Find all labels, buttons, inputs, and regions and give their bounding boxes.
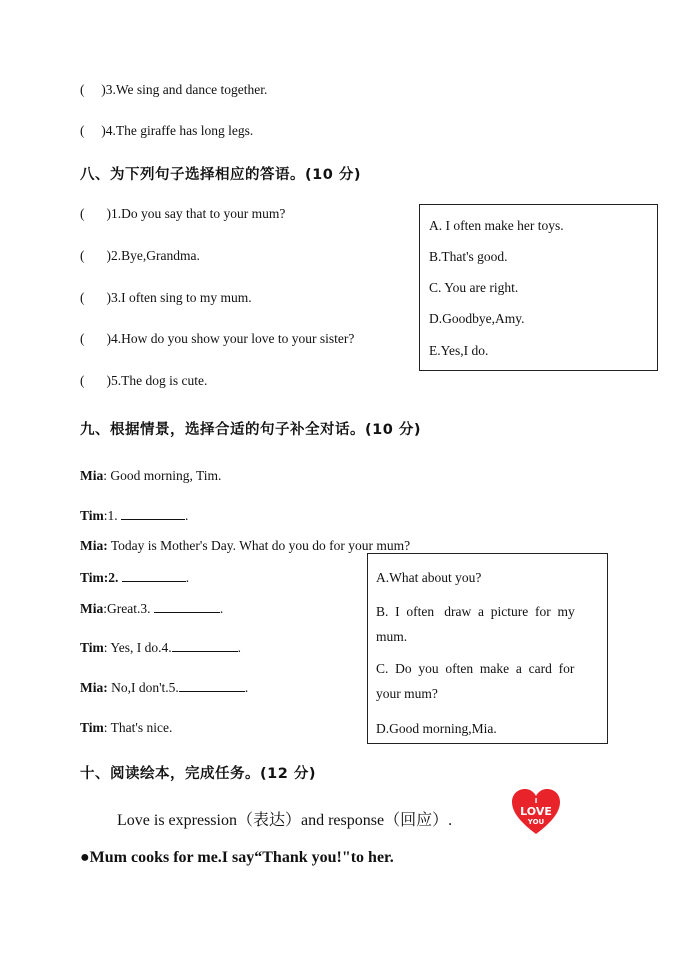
dialogue-text: 1. <box>107 508 122 523</box>
option-e: E.Yes,I do. <box>429 343 489 358</box>
paren-open: ( <box>80 331 85 346</box>
answer-blank[interactable] <box>154 600 220 613</box>
answer-blank[interactable] <box>172 639 238 652</box>
speaker: Tim:2. <box>80 570 119 585</box>
paren-open: ( <box>80 290 85 305</box>
option-b: B.That's good. <box>429 249 508 264</box>
story-line-1 <box>80 849 394 867</box>
dialogue-line-8 <box>80 720 172 736</box>
item-7-3 <box>80 82 267 98</box>
question-text: )2.Bye,Grandma. <box>106 248 200 263</box>
question-text: )4.How do you show your love to your sister? <box>106 331 355 346</box>
separator: : <box>103 720 108 735</box>
item-7-4 <box>80 123 253 139</box>
paren-open: ( <box>80 373 85 388</box>
speaker: Mia: <box>80 538 108 553</box>
question-8-2 <box>80 248 200 264</box>
option-c-line1: C. Do you often make a card for <box>376 661 575 676</box>
option-b-line2: mum. <box>376 629 408 644</box>
question-8-3 <box>80 290 252 306</box>
dialogue-text: That's nice. <box>107 720 173 735</box>
paren-open: ( <box>80 82 85 97</box>
item-text: )4.The giraffe has long legs. <box>101 123 254 138</box>
separator: : <box>103 640 108 655</box>
dialogue-text: Good morning, Tim. <box>107 468 222 483</box>
dialogue-line-2: Tim:1. . <box>80 508 189 523</box>
separator: : <box>103 468 108 483</box>
separator: : <box>103 601 108 616</box>
heart-text-i: I <box>534 797 538 805</box>
speaker: Tim <box>80 720 104 735</box>
option-d: D.Goodbye,Amy. <box>429 311 525 326</box>
dialogue-text: Yes, I do.4. <box>107 640 172 655</box>
option-b-line1: B. I often draw a picture for my <box>376 604 575 619</box>
dialogue-text: Today is Mother's Day. What do you do for your mum? <box>107 538 411 553</box>
intro-sentence: Love is expression（表达）and response（回应）. <box>117 812 453 829</box>
option-c-line2: your mum? <box>376 686 438 701</box>
heart-text-love: LOVE <box>520 805 552 818</box>
answer-blank[interactable] <box>122 569 186 582</box>
paren-open: ( <box>80 206 85 221</box>
i-love-you-heart-icon <box>510 788 562 836</box>
speaker: Mia: <box>80 680 108 695</box>
paren-open: ( <box>80 248 85 263</box>
section-10-heading: 十、阅读绘本，完成任务。(12 分) <box>80 766 316 782</box>
answer-options-box-9 <box>367 553 608 744</box>
dialogue-line-3 <box>80 538 410 554</box>
option-a: A.What about you? <box>376 570 482 585</box>
speaker: Mia <box>80 601 104 616</box>
answer-options-box-8 <box>419 204 658 371</box>
dialogue-line-5: Mia:Great.3. . <box>80 601 224 616</box>
question-text: )1.Do you say that to your mum? <box>106 206 286 221</box>
question-text: )5.The dog is cute. <box>106 373 208 388</box>
question-8-1 <box>80 206 285 222</box>
dialogue-line-1 <box>80 468 221 484</box>
dialogue-line-6: Tim: Yes, I do.4. . <box>80 640 242 655</box>
paren-open: ( <box>80 123 85 138</box>
option-c: C. You are right. <box>429 280 519 295</box>
story-text: Mum cooks for me.I say“Thank you!"to her. <box>89 849 394 866</box>
separator: : <box>103 508 108 523</box>
dialogue-text: No,I don't.5. <box>107 680 179 695</box>
speaker: Tim <box>80 640 104 655</box>
bullet-icon: ● <box>80 849 90 866</box>
dialogue-line-7: Mia: No,I don't.5. . <box>80 680 249 695</box>
speaker: Tim <box>80 508 104 523</box>
question-text: )3.I often sing to my mum. <box>106 290 252 305</box>
option-d: D.Good morning,Mia. <box>376 721 497 736</box>
option-a: A. I often make her toys. <box>429 218 564 233</box>
question-8-5 <box>80 373 207 389</box>
dialogue-line-4: Tim:2. . <box>80 570 190 585</box>
answer-blank[interactable] <box>179 679 245 692</box>
section-8-heading: 八、为下列句子选择相应的答语。(10 分) <box>80 167 361 183</box>
speaker: Mia <box>80 468 104 483</box>
heart-text-you: YOU <box>527 818 545 826</box>
dialogue-text: Great.3. <box>107 601 154 616</box>
answer-blank[interactable] <box>121 507 185 520</box>
section-9-heading: 九、根据情景，选择合适的句子补全对话。(10 分) <box>80 422 421 438</box>
question-8-4 <box>80 331 354 347</box>
item-text: )3.We sing and dance together. <box>101 82 268 97</box>
